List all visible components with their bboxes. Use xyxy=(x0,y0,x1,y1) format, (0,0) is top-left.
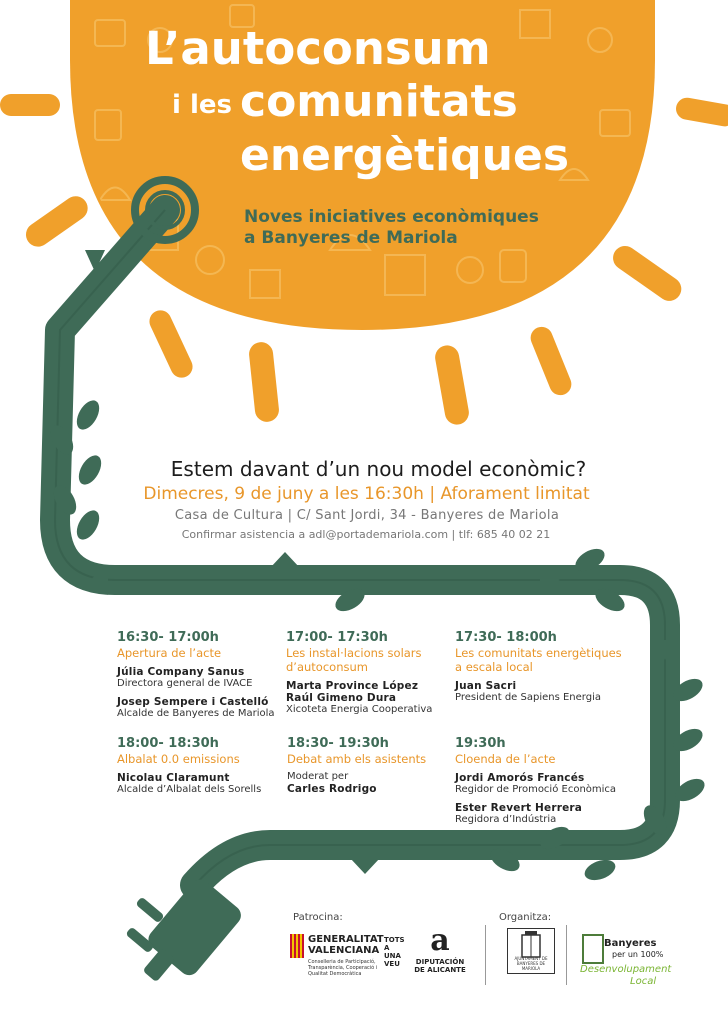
slot-time: 17:00- 17:30h xyxy=(286,630,388,645)
banyeres-local-logo xyxy=(580,930,675,990)
event-date: Dimecres, 9 de juny a les 16:30h | Aforament limitat xyxy=(143,484,590,504)
program-slot-5 xyxy=(287,736,452,795)
slot-time: 17:30- 18:00h xyxy=(455,630,557,645)
speaker-name: Júlia Company Sanus xyxy=(117,666,245,678)
banyeres-name: Banyeres xyxy=(604,938,657,949)
speaker-role: Regidor de Promoció Econòmica xyxy=(455,784,617,795)
tower-icon xyxy=(582,934,604,964)
slot-time: 18:00- 18:30h xyxy=(117,736,219,751)
slot-time: 16:30- 17:00h xyxy=(117,630,219,645)
moderator-note: Moderat per xyxy=(287,771,349,782)
speaker-role: President de Sapiens Energia xyxy=(455,692,601,703)
speaker-name: Marta Province López xyxy=(286,680,419,692)
speaker-role: Alcalde d’Albalat dels Sorells xyxy=(117,784,262,795)
program-slot-4 xyxy=(117,736,282,796)
title-line-3: energètiques xyxy=(240,130,570,181)
event-contact: Confirmar asistencia a adl@portademariola.com | tlf: 685 40 02 21 xyxy=(181,528,551,541)
event-venue: Casa de Cultura | C/ Sant Jordi, 34 - Banyeres de Mariola xyxy=(174,508,560,523)
speaker-name: Nicolau Claramunt xyxy=(117,772,230,784)
speaker-role: Directora general de IVACE xyxy=(117,678,253,689)
title-line-2-prefix: i les xyxy=(172,90,232,120)
tots-a-una-veu: TOTS A UNA VEU xyxy=(384,936,405,968)
program-slot-1 xyxy=(117,630,282,720)
divider xyxy=(566,925,567,985)
organitza-label: Organitza: xyxy=(499,912,552,923)
patrocina-label: Patrocina: xyxy=(293,912,343,923)
generalitat-name-2: VALENCIANA xyxy=(308,945,380,956)
speaker-name: Josep Sempere i Castelló xyxy=(117,696,269,708)
event-headline: Estem davant d’un nou model econòmic? xyxy=(170,457,587,481)
slot-time: 19:30h xyxy=(455,736,506,751)
program-slot-3 xyxy=(455,630,635,704)
diputacion-logo xyxy=(410,924,470,974)
speaker-name: Ester Revert Herrera xyxy=(455,802,583,814)
program-slot-6 xyxy=(455,736,635,826)
slot-topic: a escala local xyxy=(455,660,533,674)
speaker-name: Jordi Amorós Francés xyxy=(455,772,585,784)
slot-topic: Les instal·lacions solars xyxy=(286,646,422,660)
generalitat-department: Conselleria de Participació, Transparència, Cooperació i Qualitat Democràtica xyxy=(308,959,378,977)
slot-topic: Debat amb els asistents xyxy=(287,752,427,766)
diputacion-name-2: DE ALICANTE xyxy=(414,966,466,974)
generalitat-emblem-icon xyxy=(290,934,304,958)
slot-topic: d’autoconsum xyxy=(286,660,368,674)
diputacion-mark-icon: a xyxy=(430,923,450,958)
subtitle-line-2: a Banyeres de Mariola xyxy=(244,228,458,248)
speaker-name: Juan Sacri xyxy=(455,680,517,692)
ajuntament-logo xyxy=(507,928,555,974)
speaker-role: Regidora d’Indústria xyxy=(455,814,557,825)
ajuntament-name: AJUNTAMENT DE BANYERES DE MARIOLA xyxy=(514,956,548,971)
slot-time: 18:30- 19:30h xyxy=(287,736,389,751)
banyeres-desenvolupament: Desenvolupament xyxy=(580,964,672,975)
title-line-2: comunitats xyxy=(240,76,518,127)
divider xyxy=(485,925,486,985)
speaker-role: Alcalde de Banyeres de Mariola xyxy=(117,708,275,719)
banyeres-tagline: per un 100% xyxy=(612,950,664,959)
speaker-name: Raúl Gimeno Dura xyxy=(286,692,397,704)
subtitle xyxy=(244,207,539,249)
slot-topic: Albalat 0.0 emissions xyxy=(117,752,240,766)
generalitat-logo xyxy=(290,930,405,990)
generalitat-name-1: GENERALITAT xyxy=(308,934,384,945)
program-slot-2 xyxy=(286,630,451,716)
title-line-1: L’autoconsum xyxy=(145,22,491,75)
slot-topic: Apertura de l’acte xyxy=(117,646,222,660)
subtitle-line-1: Noves iniciatives econòmiques xyxy=(244,207,539,227)
speaker-role: Xicoteta Energia Cooperativa xyxy=(286,704,433,715)
slot-topic: Les comunitats energètiques xyxy=(455,646,622,660)
diputacion-name-1: DIPUTACIÓN xyxy=(415,958,465,966)
banyeres-local: Local xyxy=(630,976,657,987)
speaker-name: Carles Rodrigo xyxy=(287,783,377,795)
slot-topic: Cloenda de l’acte xyxy=(455,752,556,766)
